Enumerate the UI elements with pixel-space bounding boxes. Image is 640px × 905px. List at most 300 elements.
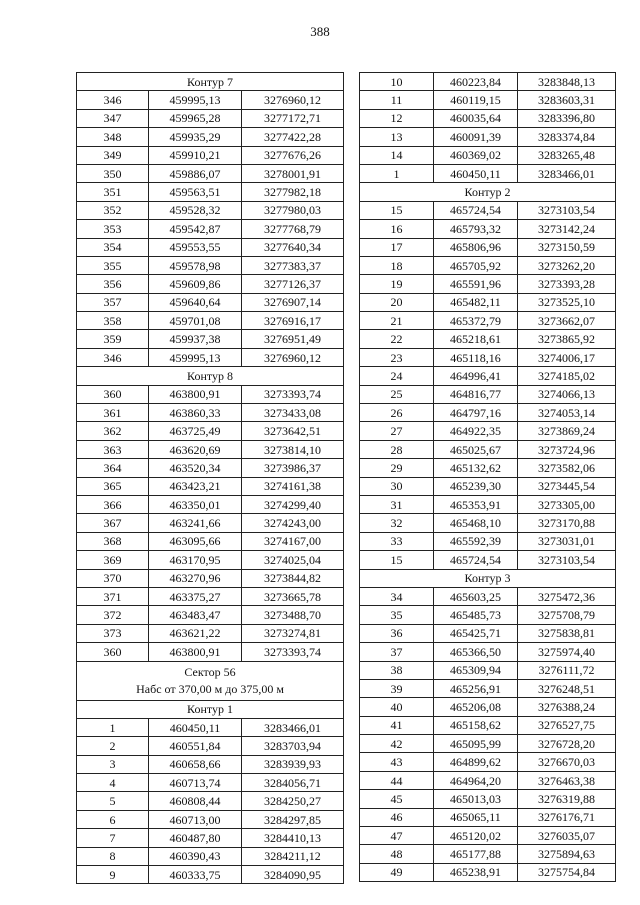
- table-row: [360, 367, 616, 385]
- point-number: 369: [77, 551, 149, 569]
- point-number: 4: [77, 774, 149, 792]
- point-number: 18: [360, 256, 434, 274]
- coordinate-x: 465120,02: [434, 827, 518, 845]
- coordinate-x: 459910,21: [149, 146, 242, 164]
- point-number: 359: [77, 330, 149, 348]
- table-row: [360, 201, 616, 219]
- coordinate-x: 465353,91: [434, 495, 518, 513]
- table-row: [77, 866, 344, 884]
- point-number: 361: [77, 404, 149, 422]
- table-row: [77, 183, 344, 201]
- coordinate-x: 465372,79: [434, 312, 518, 330]
- point-number: 365: [77, 477, 149, 495]
- table-row: [360, 422, 616, 440]
- table-row: [77, 643, 344, 661]
- point-number: 10: [360, 73, 434, 91]
- point-number: 14: [360, 146, 434, 164]
- coordinate-x: 460450,11: [434, 164, 518, 182]
- coordinate-x: 459609,86: [149, 275, 242, 293]
- coordinate-x: 459563,51: [149, 183, 242, 201]
- point-number: 30: [360, 477, 434, 495]
- coordinate-x: 465177,88: [434, 845, 518, 863]
- coordinate-x: 460551,84: [149, 737, 242, 755]
- coordinate-y: 3276960,12: [242, 348, 344, 366]
- contour-header: Контур 1: [77, 700, 344, 718]
- table-row: [77, 201, 344, 219]
- point-number: 42: [360, 735, 434, 753]
- coordinate-x: 464964,20: [434, 771, 518, 789]
- coordinate-x: 463621,22: [149, 624, 242, 642]
- table-row: [360, 238, 616, 256]
- table-row: [360, 808, 616, 826]
- coordinate-x: 464899,62: [434, 753, 518, 771]
- point-number: 45: [360, 790, 434, 808]
- coordinate-x: 465485,73: [434, 606, 518, 624]
- sector-depth-range: Набс от 370,00 м до 375,00 м: [136, 681, 284, 696]
- coordinate-y: 3284297,85: [242, 810, 344, 828]
- point-number: 38: [360, 661, 434, 679]
- coordinate-x: 463270,96: [149, 569, 242, 587]
- coordinate-x: 459542,87: [149, 220, 242, 238]
- point-number: 2: [77, 737, 149, 755]
- coordinate-x: 463800,91: [149, 385, 242, 403]
- point-number: 372: [77, 606, 149, 624]
- contour-header-row: [77, 367, 344, 385]
- coordinate-x: 460035,64: [434, 109, 518, 127]
- point-number: 32: [360, 514, 434, 532]
- coordinate-y: 3273170,88: [518, 514, 616, 532]
- coordinate-x: 465239,30: [434, 477, 518, 495]
- coordinate-y: 3276907,14: [242, 293, 344, 311]
- coordinate-x: 460223,84: [434, 73, 518, 91]
- coordinate-y: 3277640,34: [242, 238, 344, 256]
- coordinate-x: 465705,92: [434, 256, 518, 274]
- point-number: 44: [360, 771, 434, 789]
- coordinate-x: 459995,13: [149, 348, 242, 366]
- point-number: 26: [360, 404, 434, 422]
- coordinate-x: 460450,11: [149, 718, 242, 736]
- table-row: [77, 847, 344, 865]
- table-row: [360, 735, 616, 753]
- coordinate-y: 3273662,07: [518, 312, 616, 330]
- point-number: 48: [360, 845, 434, 863]
- point-number: 25: [360, 385, 434, 403]
- table-row: [77, 146, 344, 164]
- coordinate-y: 3273582,06: [518, 459, 616, 477]
- point-number: 363: [77, 440, 149, 458]
- coordinate-x: 459528,32: [149, 201, 242, 219]
- coordinate-x: 460390,43: [149, 847, 242, 865]
- coordinate-y: 3277172,71: [242, 109, 344, 127]
- coordinate-x: 460333,75: [149, 866, 242, 884]
- coordinate-x: 463241,66: [149, 514, 242, 532]
- coordinate-y: 3276728,20: [518, 735, 616, 753]
- coordinate-x: 465206,08: [434, 698, 518, 716]
- coordinate-x: 465218,61: [434, 330, 518, 348]
- coordinate-x: 463483,47: [149, 606, 242, 624]
- point-number: 15: [360, 551, 434, 569]
- coordinate-x: 460369,02: [434, 146, 518, 164]
- coordinate-y: 3283265,48: [518, 146, 616, 164]
- table-row: [77, 606, 344, 624]
- point-number: 29: [360, 459, 434, 477]
- point-number: 368: [77, 532, 149, 550]
- coordinate-y: 3276951,49: [242, 330, 344, 348]
- coordinate-y: 3277676,26: [242, 146, 344, 164]
- contour-header: Контур 3: [360, 569, 616, 587]
- point-number: 373: [77, 624, 149, 642]
- contour-header-row: [77, 73, 344, 91]
- coordinate-y: 3274243,00: [242, 514, 344, 532]
- coordinate-y: 3276035,07: [518, 827, 616, 845]
- coordinate-x: 459935,29: [149, 128, 242, 146]
- coordinate-x: 465309,94: [434, 661, 518, 679]
- point-number: 20: [360, 293, 434, 311]
- coordinate-y: 3273150,59: [518, 238, 616, 256]
- coordinate-x: 465132,62: [434, 459, 518, 477]
- point-number: 358: [77, 312, 149, 330]
- coordinate-x: 465238,91: [434, 863, 518, 881]
- coordinate-y: 3273445,54: [518, 477, 616, 495]
- point-number: 46: [360, 808, 434, 826]
- coordinate-y: 3284056,71: [242, 774, 344, 792]
- coordinate-x: 465724,54: [434, 201, 518, 219]
- point-number: 370: [77, 569, 149, 587]
- table-row: [360, 514, 616, 532]
- coordinate-x: 465118,16: [434, 348, 518, 366]
- point-number: 36: [360, 624, 434, 642]
- table-row: [360, 312, 616, 330]
- coordinate-x: 465592,39: [434, 532, 518, 550]
- table-row: [360, 551, 616, 569]
- point-number: 1: [360, 164, 434, 182]
- coordinate-y: 3278001,91: [242, 164, 344, 182]
- coordinate-y: 3283848,13: [518, 73, 616, 91]
- sector-header: [77, 661, 344, 700]
- coordinate-y: 3273724,96: [518, 440, 616, 458]
- table-row: [77, 164, 344, 182]
- point-number: 351: [77, 183, 149, 201]
- coordinate-y: 3274185,02: [518, 367, 616, 385]
- coordinate-y: 3273393,74: [242, 385, 344, 403]
- point-number: 27: [360, 422, 434, 440]
- table-row: [77, 422, 344, 440]
- coordinate-y: 3273393,74: [242, 643, 344, 661]
- table-row: [360, 606, 616, 624]
- table-row: [77, 91, 344, 109]
- coordinate-x: 464922,35: [434, 422, 518, 440]
- coordinate-y: 3277422,28: [242, 128, 344, 146]
- point-number: 8: [77, 847, 149, 865]
- coordinate-x: 464797,16: [434, 404, 518, 422]
- point-number: 3: [77, 755, 149, 773]
- point-number: 364: [77, 459, 149, 477]
- coordinate-y: 3273488,70: [242, 606, 344, 624]
- coordinate-x: 465425,71: [434, 624, 518, 642]
- point-number: 362: [77, 422, 149, 440]
- point-number: 360: [77, 385, 149, 403]
- point-number: 39: [360, 679, 434, 697]
- coordinate-x: 465025,67: [434, 440, 518, 458]
- coordinate-x: 463725,49: [149, 422, 242, 440]
- coordinate-y: 3273986,37: [242, 459, 344, 477]
- page-number: 388: [310, 24, 330, 39]
- coordinate-x: 459553,55: [149, 238, 242, 256]
- coordinate-x: 463095,66: [149, 532, 242, 550]
- point-number: 346: [77, 348, 149, 366]
- point-number: 371: [77, 587, 149, 605]
- table-row: [360, 863, 616, 881]
- coordinate-y: 3283703,94: [242, 737, 344, 755]
- table-row: [360, 790, 616, 808]
- point-number: 40: [360, 698, 434, 716]
- table-row: [360, 845, 616, 863]
- coordinate-y: 3283466,01: [518, 164, 616, 182]
- table-row: [360, 716, 616, 734]
- coordinate-y: 3276176,71: [518, 808, 616, 826]
- table-row: [77, 624, 344, 642]
- table-row: [77, 829, 344, 847]
- point-number: 352: [77, 201, 149, 219]
- point-number: 12: [360, 109, 434, 127]
- table-row: [77, 256, 344, 274]
- table-row: [360, 532, 616, 550]
- point-number: 349: [77, 146, 149, 164]
- table-row: [360, 661, 616, 679]
- coordinate-y: 3274167,00: [242, 532, 344, 550]
- point-number: 28: [360, 440, 434, 458]
- table-row: [360, 753, 616, 771]
- table-row: [360, 587, 616, 605]
- coordinate-y: 3276463,38: [518, 771, 616, 789]
- coordinate-y: 3275708,79: [518, 606, 616, 624]
- contour-header-row: [360, 183, 616, 201]
- point-number: 22: [360, 330, 434, 348]
- coordinate-y: 3275754,84: [518, 863, 616, 881]
- coordinate-x: 463520,34: [149, 459, 242, 477]
- coordinate-y: 3277126,37: [242, 275, 344, 293]
- table-row: [77, 551, 344, 569]
- contour-header-row: [77, 700, 344, 718]
- point-number: 49: [360, 863, 434, 881]
- point-number: 354: [77, 238, 149, 256]
- coordinate-x: 464816,77: [434, 385, 518, 403]
- point-number: 367: [77, 514, 149, 532]
- coordinate-x: 465793,32: [434, 220, 518, 238]
- point-number: 348: [77, 128, 149, 146]
- table-row: [360, 385, 616, 403]
- point-number: 17: [360, 238, 434, 256]
- coordinate-x: 460119,15: [434, 91, 518, 109]
- coordinate-x: 460091,39: [434, 128, 518, 146]
- table-row: [77, 569, 344, 587]
- table-row: [360, 495, 616, 513]
- table-row: [77, 128, 344, 146]
- point-number: 350: [77, 164, 149, 182]
- coordinate-y: 3274053,14: [518, 404, 616, 422]
- coordinate-y: 3275838,81: [518, 624, 616, 642]
- table-row: [360, 109, 616, 127]
- coordinate-y: 3276960,12: [242, 91, 344, 109]
- point-number: 16: [360, 220, 434, 238]
- point-number: 13: [360, 128, 434, 146]
- coordinate-y: 3283603,31: [518, 91, 616, 109]
- contour-header-row: [360, 569, 616, 587]
- coordinate-x: 463860,33: [149, 404, 242, 422]
- coordinate-y: 3276916,17: [242, 312, 344, 330]
- table-row: [360, 220, 616, 238]
- table-row: [77, 495, 344, 513]
- table-row: [360, 477, 616, 495]
- sector-title: Сектор 56: [184, 664, 236, 679]
- table-row: [360, 146, 616, 164]
- coordinate-x: 460658,66: [149, 755, 242, 773]
- point-number: 353: [77, 220, 149, 238]
- contour-header: Контур 8: [77, 367, 344, 385]
- coordinate-y: 3275894,63: [518, 845, 616, 863]
- coordinate-x: 465806,96: [434, 238, 518, 256]
- coordinate-y: 3277383,37: [242, 256, 344, 274]
- coordinate-y: 3273103,54: [518, 201, 616, 219]
- point-number: 6: [77, 810, 149, 828]
- sector-header-row: [77, 661, 344, 700]
- coordinate-y: 3273393,28: [518, 275, 616, 293]
- table-row: [77, 404, 344, 422]
- coordinate-x: 459886,07: [149, 164, 242, 182]
- coordinate-x: 460487,80: [149, 829, 242, 847]
- table-row: [360, 624, 616, 642]
- coordinate-x: 465603,25: [434, 587, 518, 605]
- point-number: 11: [360, 91, 434, 109]
- point-number: 23: [360, 348, 434, 366]
- point-number: 24: [360, 367, 434, 385]
- contour-header: Контур 7: [77, 73, 344, 91]
- coordinate-y: 3273525,10: [518, 293, 616, 311]
- table-row: [360, 643, 616, 661]
- coordinate-x: 464996,41: [434, 367, 518, 385]
- table-row: [360, 275, 616, 293]
- coordinate-y: 3284211,12: [242, 847, 344, 865]
- coordinate-x: 465482,11: [434, 293, 518, 311]
- coordinate-y: 3284090,95: [242, 866, 344, 884]
- table-row: [77, 774, 344, 792]
- coordinate-y: 3283374,84: [518, 128, 616, 146]
- table-row: [77, 718, 344, 736]
- table-row: [360, 404, 616, 422]
- point-number: 47: [360, 827, 434, 845]
- point-number: 43: [360, 753, 434, 771]
- point-number: 355: [77, 256, 149, 274]
- coordinate-x: 459965,28: [149, 109, 242, 127]
- coordinate-y: 3277768,79: [242, 220, 344, 238]
- coordinate-y: 3273142,24: [518, 220, 616, 238]
- coordinate-y: 3284410,13: [242, 829, 344, 847]
- coordinate-y: 3273262,20: [518, 256, 616, 274]
- point-number: 360: [77, 643, 149, 661]
- coordinate-x: 465256,91: [434, 679, 518, 697]
- coordinate-x: 460713,00: [149, 810, 242, 828]
- table-row: [77, 275, 344, 293]
- table-row: [77, 514, 344, 532]
- coordinate-x: 463800,91: [149, 643, 242, 661]
- coordinate-x: 459640,64: [149, 293, 242, 311]
- coordinate-x: 459578,98: [149, 256, 242, 274]
- table-row: [77, 293, 344, 311]
- coordinate-y: 3276527,75: [518, 716, 616, 734]
- coordinate-y: 3283466,01: [242, 718, 344, 736]
- coordinate-y: 3276670,03: [518, 753, 616, 771]
- table-row: [360, 440, 616, 458]
- table-row: [360, 256, 616, 274]
- coordinate-x: 465724,54: [434, 551, 518, 569]
- table-row: [77, 330, 344, 348]
- table-row: [77, 587, 344, 605]
- point-number: 31: [360, 495, 434, 513]
- point-number: 1: [77, 718, 149, 736]
- coordinate-y: 3283396,80: [518, 109, 616, 127]
- coordinate-y: 3283939,93: [242, 755, 344, 773]
- coordinate-x: 465158,62: [434, 716, 518, 734]
- coordinate-y: 3273642,51: [242, 422, 344, 440]
- table-row: [77, 385, 344, 403]
- coordinate-y: 3277980,03: [242, 201, 344, 219]
- point-number: 21: [360, 312, 434, 330]
- coordinate-x: 465366,50: [434, 643, 518, 661]
- coordinate-y: 3276248,51: [518, 679, 616, 697]
- point-number: 346: [77, 91, 149, 109]
- table-row: [360, 128, 616, 146]
- coordinate-y: 3273844,82: [242, 569, 344, 587]
- table-row: [77, 312, 344, 330]
- coordinate-y: 3273665,78: [242, 587, 344, 605]
- table-row: [77, 459, 344, 477]
- coordinate-y: 3275472,36: [518, 587, 616, 605]
- point-number: 19: [360, 275, 434, 293]
- point-number: 347: [77, 109, 149, 127]
- coordinate-x: 460713,74: [149, 774, 242, 792]
- coordinate-y: 3273103,54: [518, 551, 616, 569]
- coordinate-x: 459701,08: [149, 312, 242, 330]
- point-number: 15: [360, 201, 434, 219]
- table-row: [77, 238, 344, 256]
- coordinate-x: 463375,27: [149, 587, 242, 605]
- table-row: [77, 440, 344, 458]
- table-row: [77, 109, 344, 127]
- coordinate-x: 465095,99: [434, 735, 518, 753]
- coordinate-y: 3274066,13: [518, 385, 616, 403]
- table-row: [360, 293, 616, 311]
- point-number: 5: [77, 792, 149, 810]
- coordinate-x: 459995,13: [149, 91, 242, 109]
- coordinate-y: 3277982,18: [242, 183, 344, 201]
- coordinates-table-left: [76, 72, 344, 884]
- table-row: [360, 91, 616, 109]
- table-row: [360, 827, 616, 845]
- table-row: [360, 330, 616, 348]
- coordinate-y: 3273305,00: [518, 495, 616, 513]
- coordinate-x: 460808,44: [149, 792, 242, 810]
- table-row: [77, 220, 344, 238]
- coordinate-x: 465013,03: [434, 790, 518, 808]
- coordinate-x: 463620,69: [149, 440, 242, 458]
- coordinate-x: 459937,38: [149, 330, 242, 348]
- point-number: 37: [360, 643, 434, 661]
- coordinate-x: 465065,11: [434, 808, 518, 826]
- table-row: [360, 348, 616, 366]
- coordinate-y: 3276111,72: [518, 661, 616, 679]
- table-row: [77, 792, 344, 810]
- coordinate-x: 463423,21: [149, 477, 242, 495]
